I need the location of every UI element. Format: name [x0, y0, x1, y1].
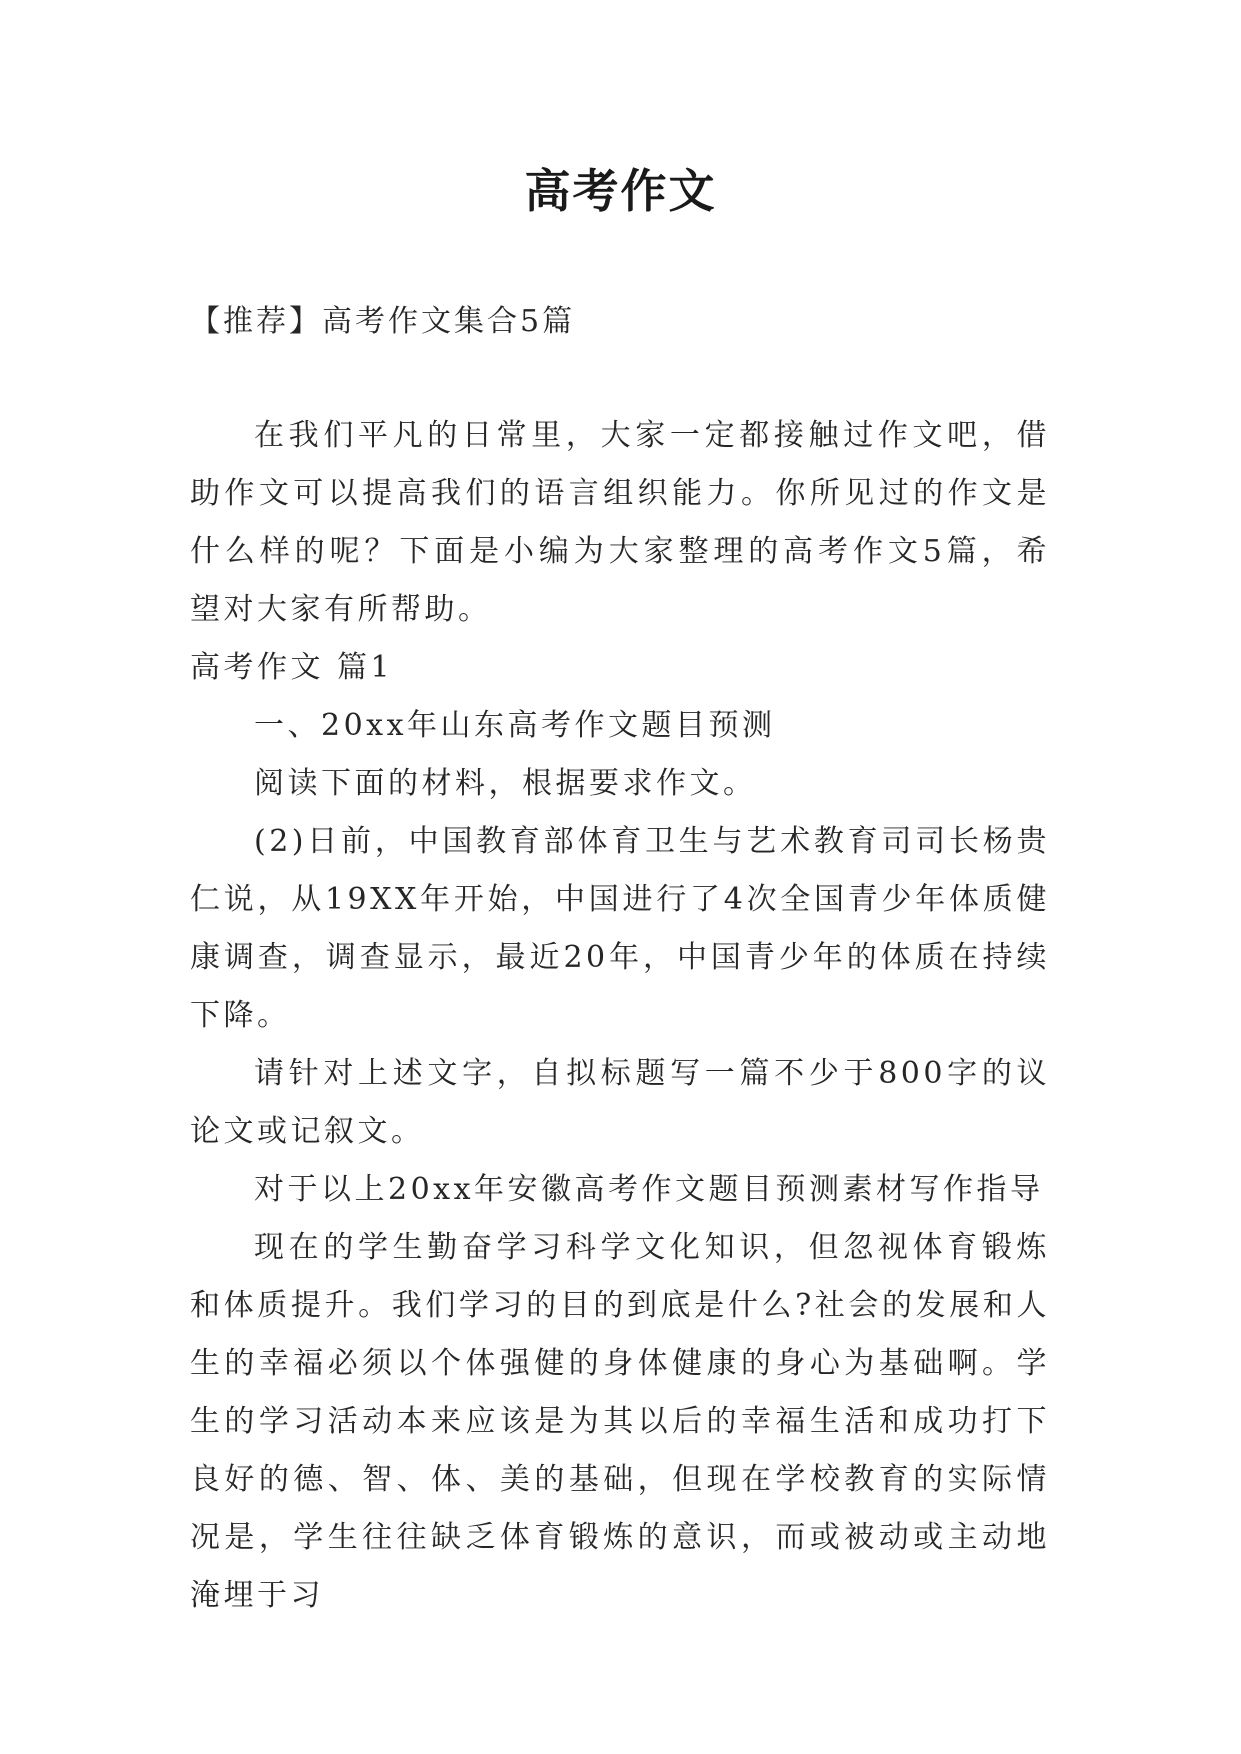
paragraph: (2)日前，中国教育部体育卫生与艺术教育司司长杨贵仁说，从19XX年开始，中国进行了4次全国青少年体质健康调查，调查显示，最近20年，中国青少年的体质在持续下降。	[190, 824, 1050, 1033]
paragraph: 现在的学生勤奋学习科学文化知识，但忽视体育锻炼和体质提升。我们学习的目的到底是什么?社会的发展和人生的幸福必须以个体强健的身体健康的身心为基础啊。学生的学习活动本来应该是为其以后的幸福生活和成功打下良好的德、智、体、美的基础，但现在学校教育的实际情况是，学生往往缺乏体育锻炼的意识，而或被动或主动地淹埋于习	[190, 1230, 1050, 1613]
document-subtitle: 【推荐】高考作文集合5篇	[190, 304, 576, 339]
paragraph: 阅读下面的材料，根据要求作文。	[254, 766, 757, 801]
intro-paragraph: 在我们平凡的日常里，大家一定都接触过作文吧，借助作文可以提高我们的语言组织能力。你所见过的作文是什么样的呢？下面是小编为大家整理的高考作文5篇，希望对大家有所帮助。	[190, 418, 1050, 627]
document-title: 高考作文	[524, 164, 717, 218]
paragraph: 对于以上20xx年安徽高考作文题目预测素材写作指导	[254, 1172, 1044, 1207]
document-body	[190, 407, 1050, 1625]
paragraph: 请针对上述文字，自拟标题写一篇不少于800字的议论文或记叙文。	[190, 1056, 1050, 1149]
section-heading: 高考作文 篇1	[190, 650, 394, 685]
paragraph: 一、20xx年山东高考作文题目预测	[254, 708, 776, 743]
